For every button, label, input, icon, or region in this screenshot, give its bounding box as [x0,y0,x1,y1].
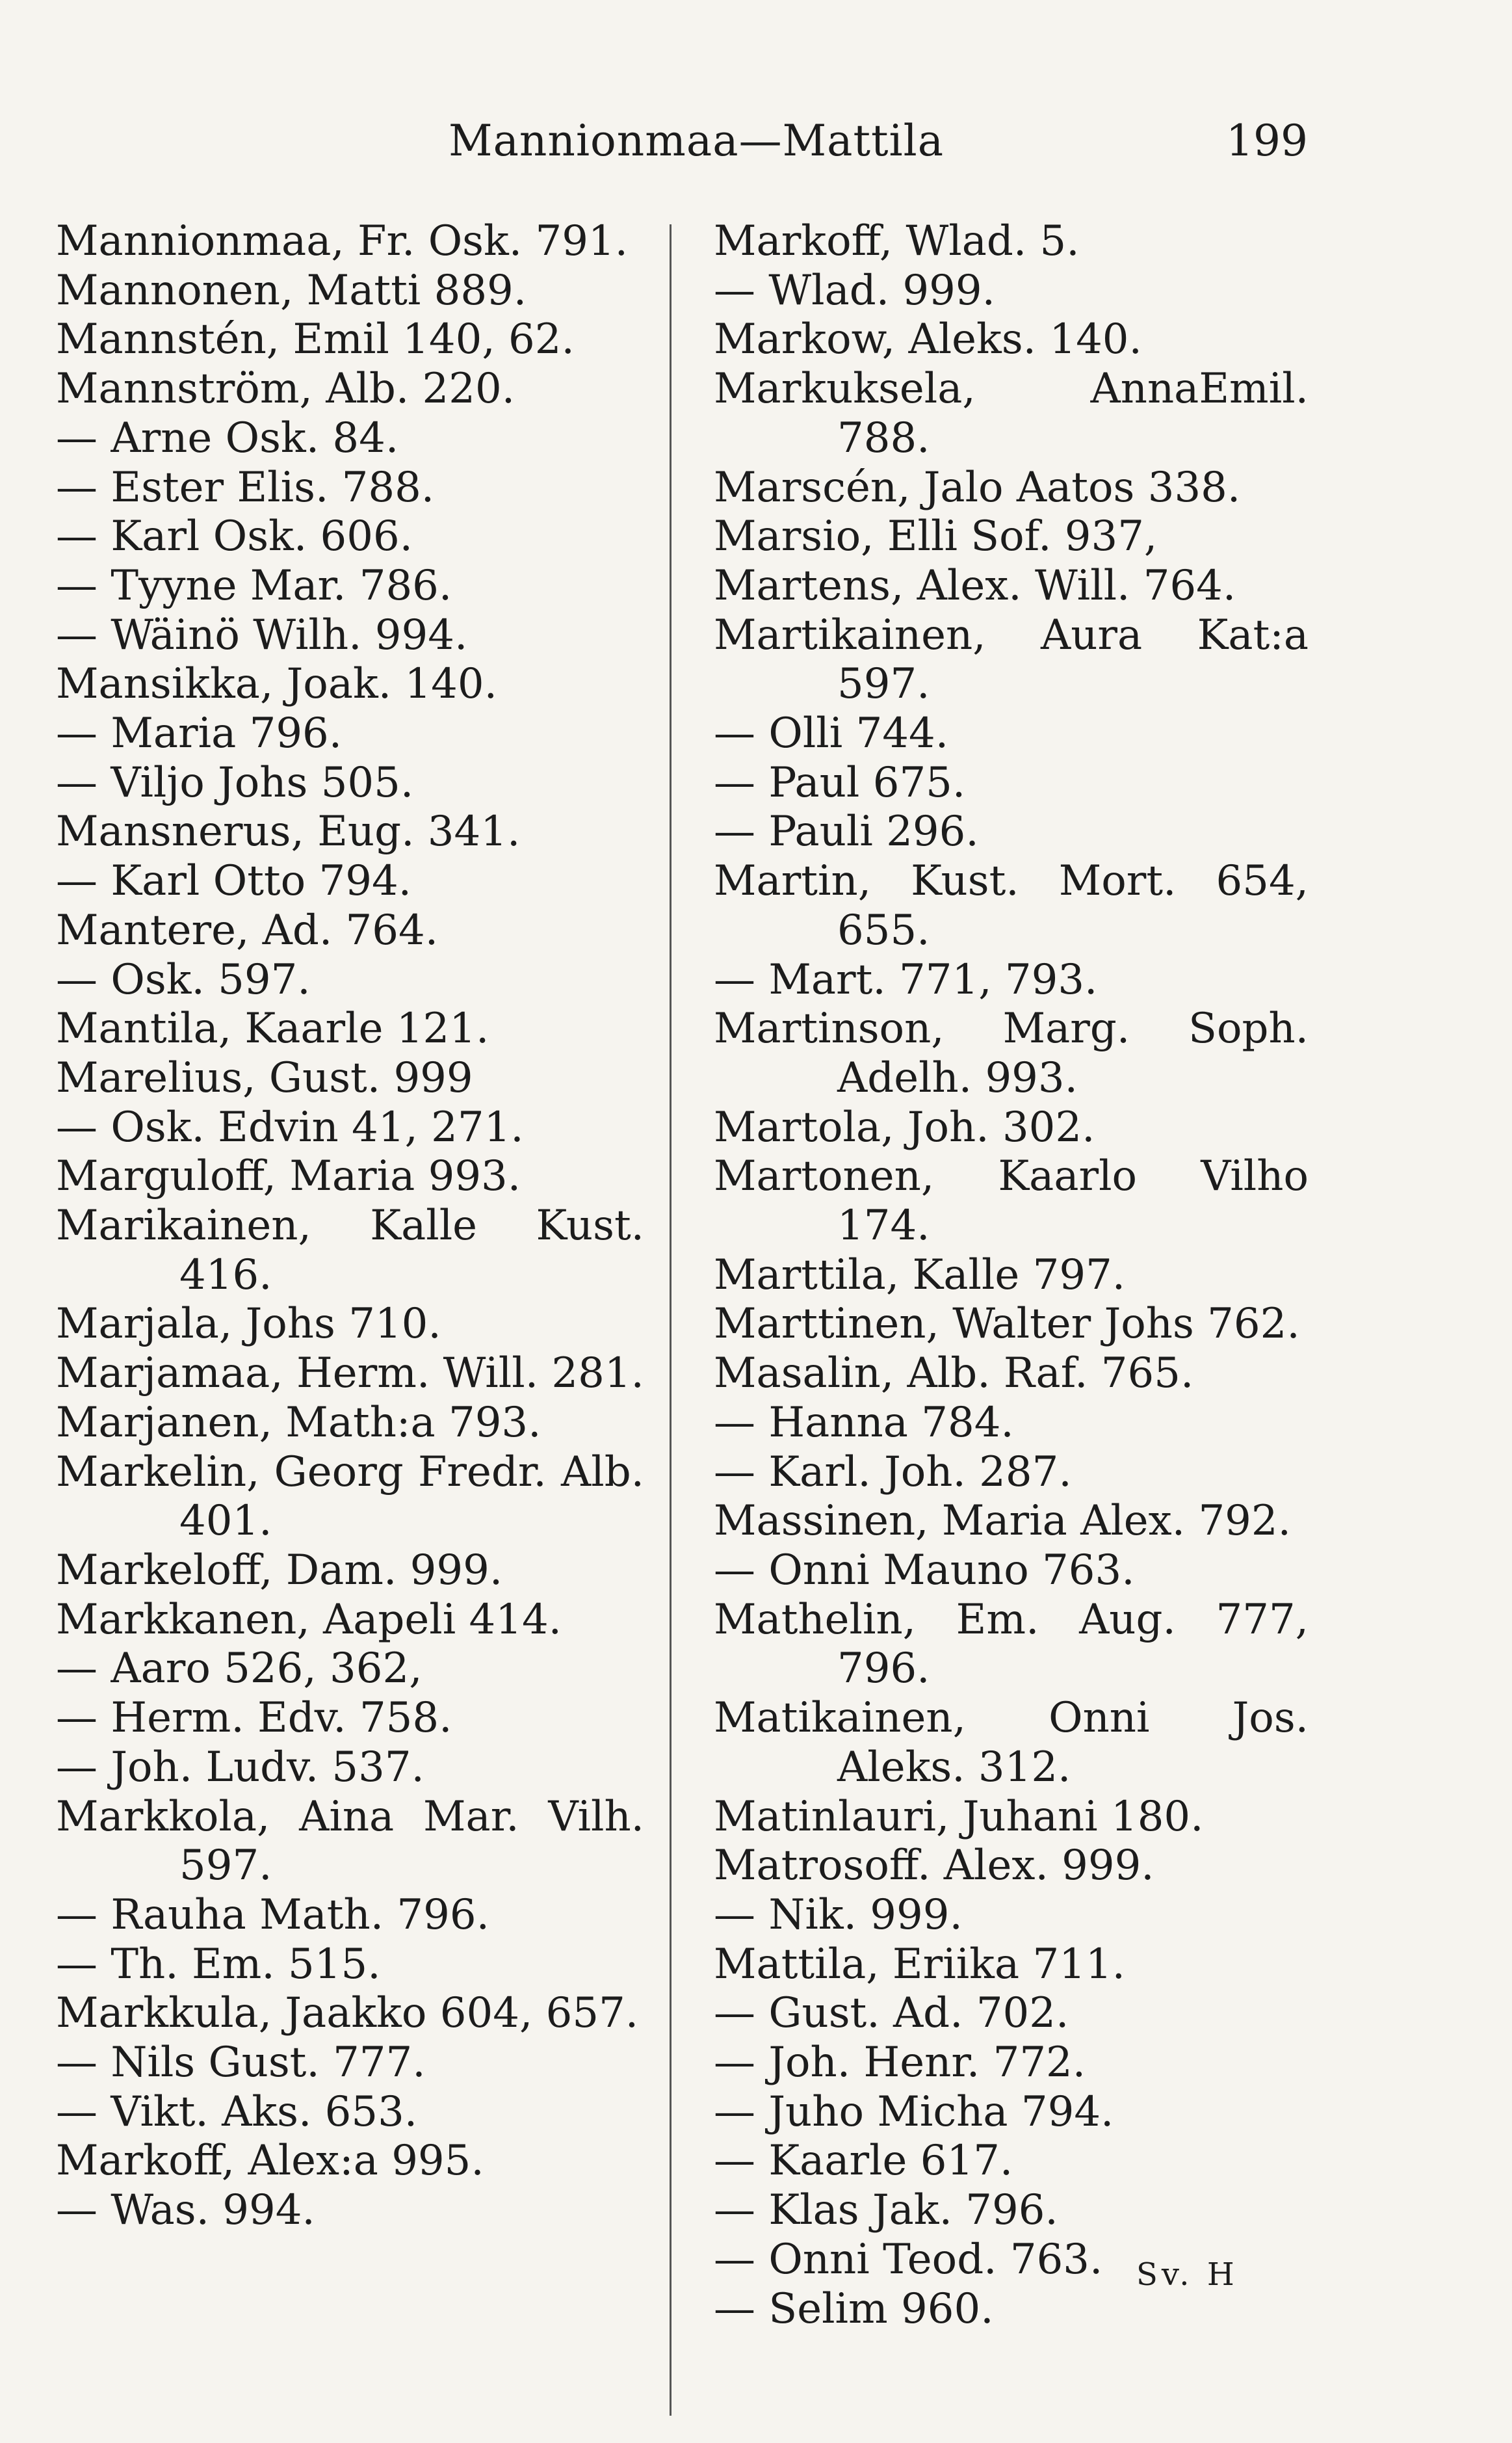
index-entry: Markuksela, AnnaEmil. 788. [714,365,1309,462]
index-entry: Marsio, Elli Sof. 937, [714,512,1158,561]
index-entry: — Pauli 296. [714,808,979,856]
index-entry: Markkula, Jaakko 604, 657. [56,1989,639,2038]
index-entry: Markelin, Georg Fredr. Alb. 401. [56,1447,644,1546]
index-entry: — Mart. 771, 793. [714,955,1098,1004]
page-header [0,116,1512,174]
index-entry: — Klas Jak. 796. [714,2186,1058,2235]
printer-signature: Sv. H [1136,2256,1238,2293]
index-entry: Marjamaa, Herm. Will. 281. [56,1349,644,1398]
index-entry: Markoff, Wlad. 5. [714,217,1080,265]
index-entry: — Juho Micha 794. [714,2087,1114,2136]
index-entry: Marguloff, Maria 993. [56,1152,521,1201]
index-entry: — Nik. 999. [714,1890,963,1939]
index-entry: — Osk. Edvin 41, 271. [56,1103,524,1152]
index-entry: — Was. 994. [56,2186,315,2235]
index-entry: Massinen, Maria Alex. 792. [714,1497,1291,1546]
index-entry: — Rauha Math. 796. [56,1890,489,1939]
index-entry: Mathelin, Em. Aug. 777, 796. [714,1595,1309,1693]
index-entry: Marelius, Gust. 999 [56,1053,473,1102]
index-entry: Matinlauri, Juhani 180. [714,1792,1204,1841]
right-column [714,217,1309,2334]
index-entry: — Karl Osk. 606. [56,512,413,561]
index-entry: Martens, Alex. Will. 764. [714,561,1236,610]
index-entry: Mansikka, Joak. 140. [56,660,497,709]
index-entry: Matikainen, Onni Jos. Aleks. 312. [714,1694,1309,1791]
index-entry: — Joh. Ludv. 537. [56,1743,424,1791]
index-entry: — Vikt. Aks. 653. [56,2087,418,2136]
index-entry: — Onni Mauno 763. [714,1546,1135,1594]
running-title: Mannionmaa—Mattila [449,116,945,166]
index-entry: Mannström, Alb. 220. [56,365,515,414]
index-entry: — Onni Teod. 763. [714,2235,1103,2284]
index-entry: Masalin, Alb. Raf. 765. [714,1349,1194,1398]
index-entry: Marikainen, Kalle Kust. 416. [56,1202,644,1299]
index-entry: — Aaro 526, 362, [56,1644,423,1693]
index-entry: — Nils Gust. 777. [56,2039,426,2087]
index-entry: — Osk. 597. [56,955,311,1004]
index-entry: Mantila, Kaarle 121. [56,1005,489,1053]
left-column [56,217,644,2236]
index-entry: Markkola, Aina Mar. Vilh. 597. [56,1792,644,1890]
index-entry: Mannionmaa, Fr. Osk. 791. [56,217,628,265]
index-entry: — Olli 744. [714,709,949,758]
page-number: 199 [1226,116,1308,166]
index-entry: — Joh. Henr. 772. [714,2039,1086,2087]
index-entry: Markeloff, Dam. 999. [56,1546,503,1594]
index-entry: Marttila, Kalle 797. [714,1250,1126,1299]
index-entry: — Gust. Ad. 702. [714,1989,1069,2038]
index-entry: — Hanna 784. [714,1398,1014,1447]
column-divider [670,224,671,2416]
index-entry: — Kaarle 617. [714,2137,1013,2185]
index-entry: Matrosoff. Alex. 999. [714,1842,1154,1890]
index-entry: — Karl. Joh. 287. [714,1447,1072,1496]
index-entry: — Wäinö Wilh. 994. [56,611,468,659]
index-entry: Mannonen, Matti 889. [56,266,527,315]
index-entry: — Wlad. 999. [714,266,995,315]
index-entry: — Arne Osk. 84. [56,414,399,462]
index-entry: Marttinen, Walter Johs 762. [714,1300,1300,1349]
index-entry: — Viljo Johs 505. [56,758,414,807]
index-entry: Markow, Aleks. 140. [714,315,1142,364]
index-entry: — Karl Otto 794. [56,857,411,906]
index-entry: Martola, Joh. 302. [714,1103,1095,1152]
index-entry: — Tyyne Mar. 786. [56,561,452,610]
index-entry: Marscén, Jalo Aatos 338. [714,463,1241,512]
index-entry: Mattila, Eriika 711. [714,1940,1125,1988]
index-entry: — Maria 796. [56,709,343,758]
index-entry: Mansnerus, Eug. 341. [56,808,521,856]
index-entry: — Herm. Edv. 758. [56,1694,452,1743]
index-entry: Marjanen, Math:a 793. [56,1398,541,1447]
index-entry: — Paul 675. [714,758,966,807]
index-entry: Martonen, Kaarlo Vilho 174. [714,1152,1309,1250]
index-entry: Mantere, Ad. 764. [56,906,439,955]
index-entry: — Selim 960. [714,2284,994,2333]
index-entry: Martin, Kust. Mort. 654, 655. [714,857,1309,955]
index-entry: — Th. Em. 515. [56,1940,381,1988]
index-entry: Marjala, Johs 710. [56,1300,441,1349]
index-entry: Markkanen, Aapeli 414. [56,1595,562,1644]
index-entry: Mannstén, Emil 140, 62. [56,315,575,364]
index-entry: Martinson, Marg. Soph. Adelh. 993. [714,1005,1309,1102]
index-entry: Markoff, Alex:a 995. [56,2137,484,2185]
index-entry: Martikainen, Aura Kat:a 597. [714,611,1309,709]
index-entry: — Ester Elis. 788. [56,463,435,512]
